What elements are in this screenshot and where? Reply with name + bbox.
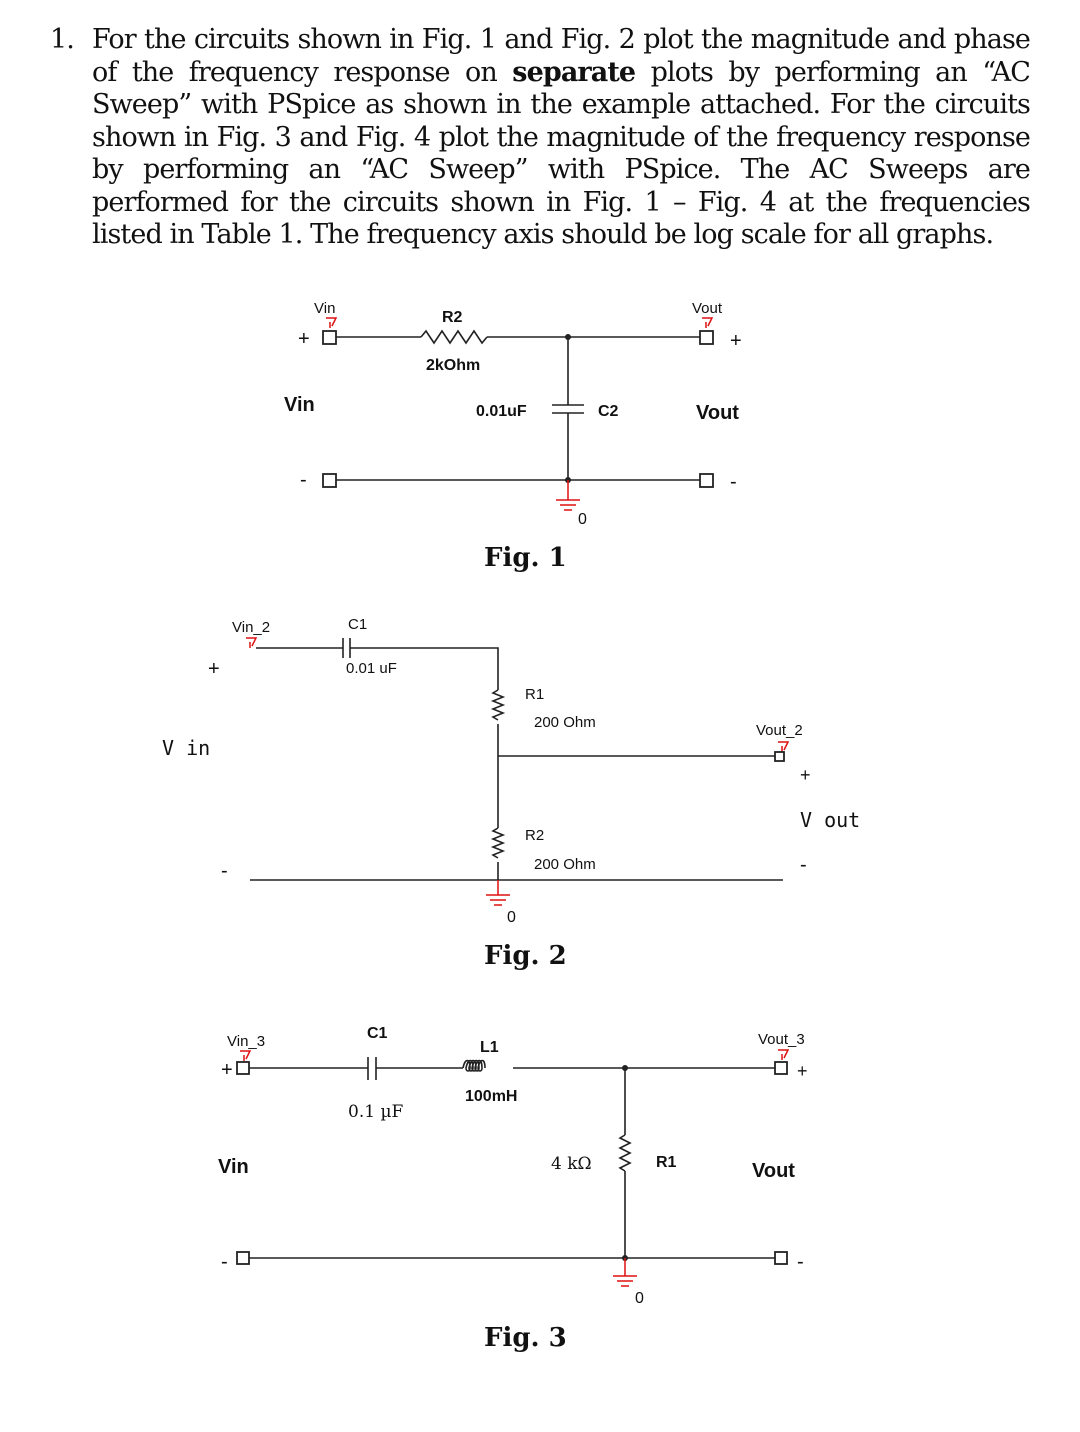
problem-text-part2: plots by performing an “AC Sweep” with PSpice as shown in the example attached. For the circuits shown in Fig. 3 and Fig. 4 plot the magnitude of the frequency response by performing an “AC Sweep” with PSpice. The AC Sweeps are performed for the circuits shown in Fig. 1 – Fig. 4 at the frequencies listed in Table 1. The frequency axis should be log scale for all graphs.	[92, 56, 1030, 250]
fig3-vin-minus: -	[221, 1251, 228, 1273]
fig3-vin-port-icon	[237, 1062, 249, 1074]
fig1-vin-label: Vin	[284, 394, 315, 416]
fig1-vout-minus: -	[730, 471, 737, 493]
fig3-l1-value: 100mH	[465, 1088, 518, 1105]
fig3-ground-icon	[613, 1258, 637, 1286]
fig1-vout-plus: +	[730, 330, 742, 352]
fig2-caption: Fig. 2	[484, 941, 567, 971]
fig1-caption: Fig. 1	[484, 543, 567, 573]
fig2-r2-value: 200 Ohm	[534, 856, 596, 873]
fig1-vin-net-label: Vin	[314, 300, 336, 317]
problem-number: 1.	[50, 24, 74, 55]
fig2-c1-name: C1	[348, 616, 368, 633]
fig3-circuit	[218, 1025, 808, 1353]
fig2-r1-resistor-icon	[493, 690, 503, 720]
fig3-c1-name: C1	[367, 1025, 388, 1042]
fig3-c1-value: 0.1 µF	[348, 1102, 404, 1122]
problem-text-part1: For the circuits shown in Fig. 1 and Fig. 2 plot the magnitude and phase of the frequency response on	[92, 24, 1030, 88]
fig1-vin-minus-port-icon	[323, 474, 336, 487]
fig2-vout-plus: +	[800, 765, 811, 785]
fig1-vin-minus: -	[300, 469, 307, 491]
fig3-vin-plus: +	[221, 1059, 233, 1081]
fig3-ground-label: 0	[635, 1290, 644, 1307]
fig2-r1-value: 200 Ohm	[534, 714, 596, 731]
fig1-ground-label: 0	[578, 511, 587, 528]
fig3-vin-label: Vin	[218, 1156, 249, 1178]
fig2-c1-value: 0.01 uF	[346, 660, 397, 677]
fig3-c1-capacitor-icon	[368, 1057, 376, 1080]
fig3-vout-probe-icon	[778, 1050, 788, 1060]
fig3-vout-minus: -	[797, 1251, 804, 1273]
fig1-r2-resistor-icon	[421, 331, 487, 343]
fig3-r1-value: 4 kΩ	[551, 1154, 592, 1174]
fig3-l1-name: L1	[480, 1039, 499, 1056]
fig2-vin-plus: +	[208, 658, 220, 680]
fig2-ground-icon	[486, 880, 510, 905]
fig1-vin-plus: +	[298, 328, 310, 350]
fig2-c1-capacitor-icon	[343, 638, 350, 658]
fig3-vout-plus: +	[797, 1061, 808, 1081]
fig1-r2-value: 2kOhm	[426, 357, 481, 374]
fig3-vout-port-icon	[775, 1062, 787, 1074]
fig2-vout-port-icon	[775, 752, 784, 761]
fig3-vin-probe-icon	[240, 1051, 250, 1061]
fig2-circuit	[162, 616, 860, 971]
fig1-c2-capacitor-icon	[552, 405, 584, 413]
fig2-vin-minus: -	[221, 860, 228, 882]
fig2-vin-label: V in	[162, 736, 211, 760]
fig1-vout-label: Vout	[696, 402, 739, 424]
fig2-vout-probe-icon	[778, 742, 788, 752]
fig1-vout-minus-port-icon	[700, 474, 713, 487]
fig2-r2-name: R2	[525, 827, 545, 844]
fig2-vout-net-label: Vout_2	[756, 722, 803, 739]
fig3-l1-inductor-icon	[463, 1061, 485, 1072]
fig1-vout-port-icon	[700, 331, 713, 344]
fig1-circuit	[284, 300, 742, 573]
fig3-caption: Fig. 3	[484, 1323, 567, 1353]
fig3-vout-net-label: Vout_3	[758, 1031, 805, 1048]
fig3-vin-minus-port-icon	[237, 1252, 249, 1264]
fig3-r1-name: R1	[656, 1154, 677, 1171]
fig2-vin-probe-icon	[246, 638, 256, 648]
fig1-vout-net-label: Vout	[692, 300, 723, 317]
fig1-r2-name: R2	[442, 309, 463, 326]
fig2-vout-label: V out	[800, 808, 861, 832]
fig3-vout-minus-port-icon	[775, 1252, 787, 1264]
fig2-ground-label: 0	[507, 909, 516, 926]
fig1-c2-value: 0.01uF	[476, 403, 527, 420]
fig2-r2-resistor-icon	[493, 828, 503, 858]
fig3-r1-resistor-icon	[620, 1135, 630, 1171]
fig1-ground-icon	[556, 480, 580, 510]
fig1-vout-probe-icon	[702, 318, 712, 328]
fig2-vout-minus: -	[800, 854, 807, 876]
fig1-vin-probe-icon	[326, 318, 336, 328]
fig2-vin-net-label: Vin_2	[232, 619, 271, 636]
fig3-vout-label: Vout	[752, 1160, 795, 1182]
fig1-vin-port-icon	[323, 331, 336, 344]
fig3-vin-net-label: Vin_3	[227, 1033, 266, 1050]
fig2-r1-name: R1	[525, 686, 545, 703]
fig1-c2-name: C2	[598, 403, 619, 420]
problem-text-bold: separate	[512, 56, 636, 88]
